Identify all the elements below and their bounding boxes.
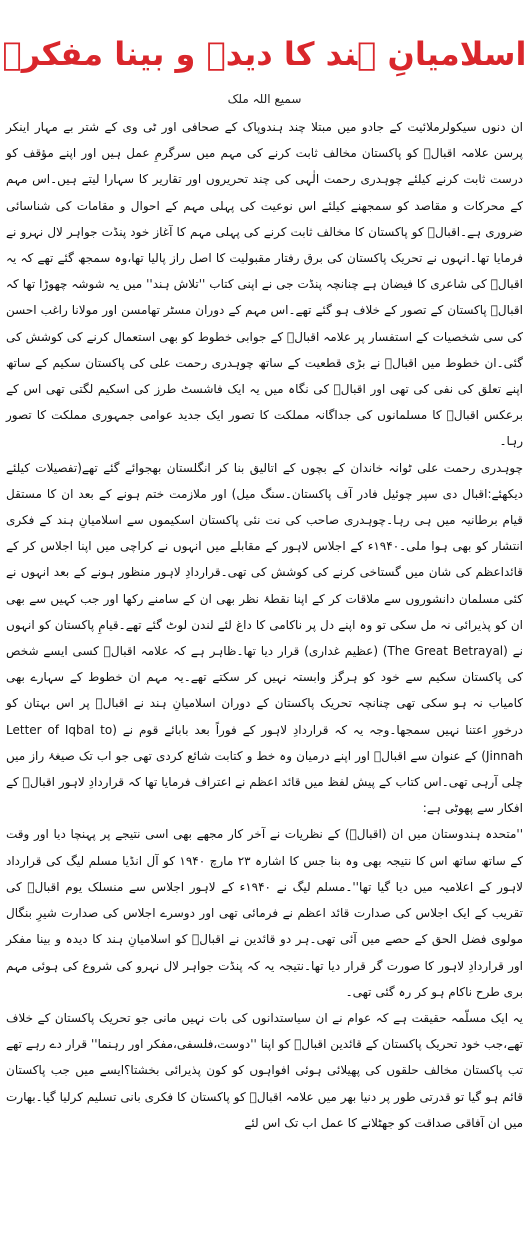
paragraph: چوہدری رحمت علی ٹوانہ خاندان کے بچوں کے اتالیق بنا کر انگلستان بھجوائے گئے تھے(تفصیلات کیلئے دیکھئے:اقبال دی سپر چوئیل فادر آف پاکستان۔سنگ میل) اور ملازمت ختم ہونے کے بعد ان کا مستقل قیام برطانیہ میں ہی رہا۔چوہدری صاحب کی نت نئی پاکستان اسکیموں سے اسلامیانِ ہند کے فکری انتشار کو بھی ہوا ملی۔۱۹۴۰ء کے اجلاس لاہور کے مقابلے میں انہوں نے کراچی میں اپنا اجلاس کر کے قائداعظم کی شان میں گستاخی کرنے کی کوشش کی تھی۔قراردادِ لاہور منظور ہونے کے بعد انہوں نے کئی مسلمان دانشوروں سے ملاقات کر کے اپنا نقطۂ نظر بھی ان کے سامنے رکھا اور جب کہیں سے بھی ان کو پذیرائی نہ مل سکی تو وہ اپنے دل پر ناکامی کا داغ لئے لندن لوٹ گئے تھے۔قیامِ پاکستان کو انہوں نے (The Great Betrayal) (عظیم غداری) قرار دیا تھا۔ظاہر ہے کہ علامہ اقبالؒ کسی ایسے شخص کی پاکستان سکیم سے خود کو ہرگز وابستہ نہیں کر سکتے تھے۔یہ مہم ان خطوط کے سہارے بھی کامیاب نہ ہو سکی تھی چنانچہ تحریک پاکستان کے دوران اسلامیانِ ہند نے اقبالؒ پر اس بہتان کو درخورِ اعتنا نہیں سمجھا۔وجہ یہ کہ قراردادِ لاہور کے فوراً بعد بابائے قوم نے (Letter of Iqbal to Jinnah) کے عنوان سے اقبالؒ اور اپنے درمیان وہ خط و کتابت شائع کردی تھی جو اب تک صیغۂ راز میں چلی آرہی تھی۔اس کتاب کے پیش لفظ میں قائد اعظم نے اعتراف فرمایا تھا کہ قراردادِ لاہور اقبالؒ کے افکار سے پھوٹی ہے: <box>6 460 523 816</box>
article-title: اسلامیانِ ہند کا دیدہ و بینا مفکرؒ <box>2 35 527 73</box>
paragraph: ''متحدہ ہندوستان میں ان (اقبالؒ) کے نظریات نے آخر کار مجھے بھی اسی نتیجے پر پہنچا دیا اور وقت کے ساتھ ساتھ اس کا نتیجہ بھی وہ بنا جس کا اشارہ ۲۳ مارچ ۱۹۴۰ کو آل انڈیا مسلم لیگ کی قرارداد لاہور کے اعلامیہ میں دیا گیا تھا''۔مسلم لیگ نے ۱۹۴۰ء کے لاہور اجلاس سے منسلک یوم اقبالؒ کی تقریب کے ایک اجلاس کی صدارت قائد اعظم نے فرمائی تھی اور دوسرے اجلاس کی صدارت شیرِ بنگال مولوی فضل الحق کے حصے میں آئی تھی۔ہر دو قائدین نے اقبالؒ کو اسلامیانِ ہند کا دیدہ و بینا مفکر اور قراردادِ لاہور کا صورت گر قرار دیا تھا۔نتیجہ یہ کہ پنڈت جواہر لال نہرو کی شروع کی ہوئی مہم بری طرح ناکام ہو کر رہ گئی تھی۔ <box>6 827 523 999</box>
paragraph: یہ ایک مسلّمہ حقیقت ہے کہ عوام نے ان سیاستدانوں کی بات نہیں مانی جو تحریک پاکستان کے خلاف تھے،جب خود تحریک پاکستان کے قائدین اقبالؒ کو اپنا ''دوست،فلسفی،مفکر اور رہنما'' قرار دے رہے تھے تب پاکستان مخالف حلقوں کی پھیلائی ہوئی افواہوں کو کون پذیرائی بخشتا؟ایسے میں جب پاکستان قائم ہو گیا تو قدرتی طور پر دنیا بھر میں علامہ اقبالؒ کو پاکستان کا فکری بانی تسلیم کرلیا گیا۔بھارت میں ان آفاقی صداقت کو جھٹلانے کا عمل اب تک اس لئے <box>6 1010 523 1130</box>
article-body <box>6 114 523 1136</box>
author-name: سمیع اللہ ملک <box>227 92 302 106</box>
paragraph: ان دنوں سیکولرملائیت کے جادو میں مبتلا چند ہندوپاک کے صحافی اور ٹی وی کے شتر بے مہار اینکر پرسن علامہ اقبالؒ کو پاکستان مخالف ثابت کرنے کی مہم میں سرگرمِ عمل ہیں اور اپنے مؤقف کو درست ثابت کرنے کیلئے چوہدری رحمت الٰہی کی چند تحریروں اور تقاریر کا سہارا لیتے ہیں۔اس مہم کے محرکات و مقاصد کو سمجھنے کیلئے اس نوعیت کی پہلی مہم کے احوال و مقامات کی شناسائی ضروری ہے۔اقبالؒ کو پاکستان کا مخالف ثابت کرنے کی پہلی مہم کا آغاز خود پنڈت جواہر لال نہرو نے فرمایا تھا۔انہوں نے تحریک پاکستان کی برق رفتار مقبولیت کا اصل راز پالیا تھا،وہ سمجھ گئے تھے کہ یہ اقبالؒ کی شاعری کا فیضان ہے چنانچہ پنڈت جی نے اپنی کتاب ''تلاش ہند'' میں یہ شوشہ چھوڑا تھا کہ اقبالؒ پاکستان کے تصور کے خلاف ہو گئے تھے۔اس مہم کے دوران مسٹر تھامسن اور مولانا راغب احسن کی سی شخصیات کے استفسار پر علامہ اقبالؒ کے جوابی خطوط کو بھی استعمال کرنے کی کوشش کی گئی۔ان خطوط میں اقبالؒ نے بڑی قطعیت کے ساتھ چوہدری رحمت علی کی پاکستان سکیم کے ساتھ اپنے تعلق کی نفی کی تھی اور اقبالؒ کی نگاہ میں یہ ایک فاشسٹ طرز کی اسکیم لگتی تھی اس کے برعکس اقبالؒ کا مسلمانوں کی جداگانہ مملکت کا تصور ایک جدید عوامی جمہوری مملکت کا تصور رہا۔ <box>6 120 523 449</box>
